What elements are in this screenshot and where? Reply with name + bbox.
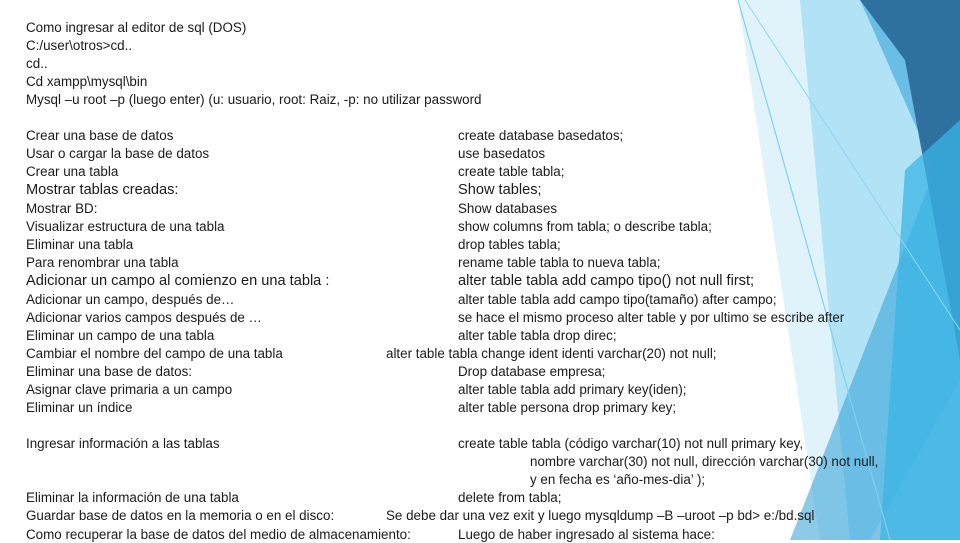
row-command: create database basedatos; xyxy=(458,128,624,143)
row-label: Para renombrar una tabla xyxy=(26,255,179,270)
row-label: Asignar clave primaria a un campo xyxy=(26,382,233,397)
row-label: Cambiar el nombre del campo de una tabla xyxy=(26,346,283,361)
save-label: Guardar base de datos en la memoria o en el disco: xyxy=(26,508,335,523)
row-command: Drop database empresa; xyxy=(458,364,606,379)
insert-label: Ingresar información a las tablas xyxy=(26,436,220,451)
row-label: Adicionar varios campos después de … xyxy=(26,310,262,325)
row-command: alter table tabla add campo tipo(tamaño) after campo; xyxy=(458,292,777,307)
recover-command: Luego de haber ingresado al sistema hace: xyxy=(458,527,715,542)
save-command: Se debe dar una vez exit y luego mysqldump –B –uroot –p bd> e:/bd.sql xyxy=(386,508,815,523)
row-command: alter table tabla change ident identi varchar(20) not null; xyxy=(386,346,717,361)
intro-line-5: Mysql –u root –p (luego enter) (u: usuario, root: Raiz, -p: no utilizar password xyxy=(26,92,482,107)
row-label: Visualizar estructura de una tabla xyxy=(26,219,225,234)
insert-command-line-2: nombre varchar(30) not null, dirección varchar(30) not null, xyxy=(530,454,879,469)
row-label: Mostrar tablas creadas: xyxy=(26,182,179,198)
row-label: Adicionar un campo, después de… xyxy=(26,292,235,307)
insert-command-line-3: y en fecha es ‘año-mes-dia’ ); xyxy=(530,472,706,487)
row-label: Eliminar un índice xyxy=(26,400,133,415)
row-command: Show tables; xyxy=(458,182,542,198)
row-command: use basedatos xyxy=(458,146,546,161)
row-label: Crear una base de datos xyxy=(26,128,174,143)
row-label: Eliminar un campo de una tabla xyxy=(26,328,215,343)
row-command: show columns from tabla; o describe tabla; xyxy=(458,219,712,234)
row-command: alter table persona drop primary key; xyxy=(458,400,677,415)
row-label: Eliminar una base de datos: xyxy=(26,364,192,379)
row-label: Eliminar una tabla xyxy=(26,237,134,252)
delete-command: delete from tabla; xyxy=(458,490,562,505)
recover-label: Como recuperar la base de datos del medio de almacenamiento: xyxy=(26,527,411,542)
row-command: create table tabla; xyxy=(458,164,565,179)
row-command: alter table tabla add primary key(iden); xyxy=(458,382,687,397)
intro-line-2: C:/user\otros>cd.. xyxy=(26,38,133,53)
row-command: alter table tabla add campo tipo() not null first; xyxy=(458,273,755,289)
row-command: drop tables tabla; xyxy=(458,237,561,252)
intro-line-1: Como ingresar al editor de sql (DOS) xyxy=(26,20,247,35)
row-command: alter table tabla drop direc; xyxy=(458,328,617,343)
row-command: rename table tabla to nueva tabla; xyxy=(458,255,661,270)
row-label: Mostrar BD: xyxy=(26,201,98,216)
delete-label: Eliminar la información de una tabla xyxy=(26,490,239,505)
intro-line-3: cd.. xyxy=(26,56,48,71)
row-label: Adicionar un campo al comienzo en una tabla : xyxy=(26,273,330,289)
row-label: Crear una tabla xyxy=(26,164,119,179)
row-label: Usar o cargar la base de datos xyxy=(26,146,210,161)
intro-line-4: Cd xampp\mysql\bin xyxy=(26,74,148,89)
row-command: Show databases xyxy=(458,201,558,216)
insert-command-line-1: create table tabla (código varchar(10) not null primary key, xyxy=(458,436,804,451)
row-command: se hace el mismo proceso alter table y por ultimo se escribe after xyxy=(458,310,845,325)
